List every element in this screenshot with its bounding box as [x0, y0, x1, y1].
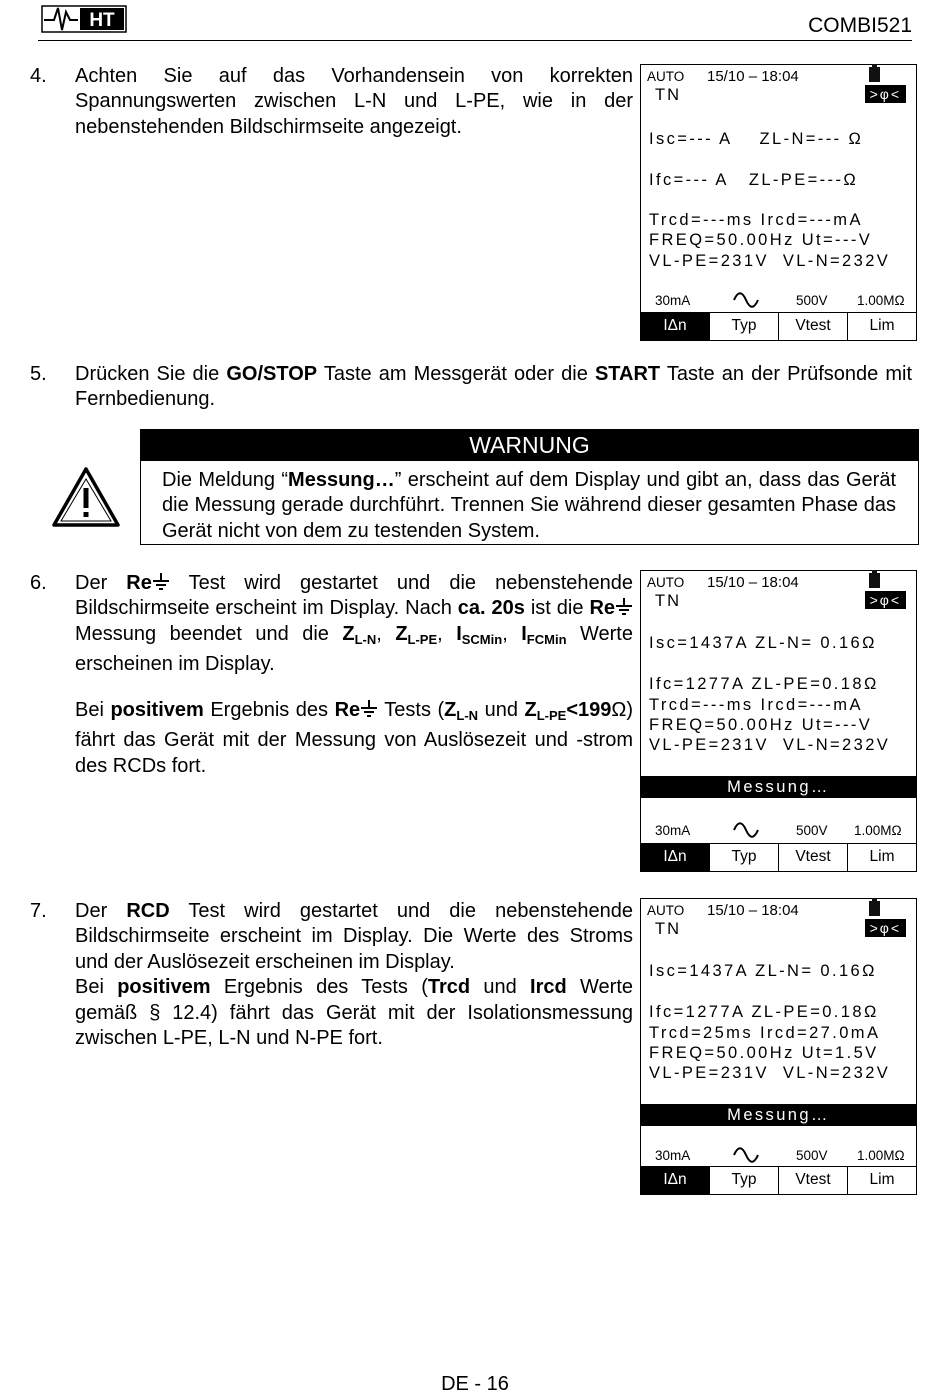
phase-indicator: >φ< — [865, 919, 906, 937]
softkey-vtest[interactable]: Vtest — [778, 313, 847, 340]
idn-value: 30mA — [655, 1148, 691, 1163]
softkey-typ[interactable]: Typ — [709, 844, 778, 871]
idn-value: 30mA — [655, 823, 691, 838]
battery-icon — [869, 67, 880, 82]
vtest-value: 500V — [796, 293, 828, 308]
header-rule — [38, 40, 912, 41]
step-6-text-1: Der Re Test wird gestartet und die nebenstehende Bildschirmseite erscheint im Display. Nach ca. 20s ist die Re Messung beendet und die $Z_{L-N}$, $Z_{L-PE}$, $I_{SCMin}$, $I_{FCMin}$ Werte erscheinen im Display. — [75, 572, 633, 676]
phase-indicator: >φ< — [865, 85, 906, 103]
phase-indicator: >φ< — [865, 591, 906, 609]
step-7-text: Der RCD Test wird gestartet und die nebenstehende Bildschirmseite erscheint im Display. Die Werte des Stroms und der Auslösezeit erscheinen im Display. Bei positivem Ergebnis des Tests (Trcd und Ircd Werte gemäß § 12.4) fährt das Gerät mit der Isolationsmessung zwischen L-PE, L-N und N-PE fort. — [75, 900, 633, 1050]
softkey-lim[interactable]: Lim — [847, 313, 916, 340]
ac-wave-icon — [732, 291, 760, 309]
reading-line: Trcd=25ms Ircd=27.0mA — [649, 1024, 881, 1042]
step-5-text: Drücken Sie die GO/STOP Taste am Messgerät oder die START Taste an der Prüfsonde mit Fernbedienung. — [75, 363, 913, 411]
reading-line: Ifc=--- A ZL-PE=---Ω — [649, 171, 859, 189]
earth-icon — [615, 597, 633, 617]
softkey-typ[interactable]: Typ — [709, 1167, 778, 1194]
lim-value: 1.00MΩ — [857, 1148, 905, 1163]
lim-value: 1.00MΩ — [857, 293, 905, 308]
vtest-value: 500V — [796, 823, 828, 838]
reading-line: Trcd=---ms Ircd=---mA — [649, 211, 863, 229]
softkey-bar — [641, 843, 916, 871]
step-number: 5. — [30, 363, 47, 385]
earth-icon — [152, 572, 170, 592]
svg-text:HT: HT — [89, 10, 115, 31]
softkey-bar — [641, 312, 916, 340]
reading-line: VL-PE=231V VL-N=232V — [649, 252, 891, 270]
reading-line: FREQ=50.00Hz Ut=---V — [649, 716, 873, 734]
softkey-lim[interactable]: Lim — [847, 1167, 916, 1194]
softkey-lim[interactable]: Lim — [847, 844, 916, 871]
reading-line: Ifc=1277A ZL-PE=0.18Ω — [649, 1003, 879, 1021]
earth-icon — [360, 699, 378, 719]
instrument-screen-3 — [640, 898, 917, 1195]
battery-icon — [869, 901, 880, 916]
datetime: 15/10 – 18:04 — [707, 68, 799, 85]
battery-icon — [869, 573, 880, 588]
reading-line: Trcd=---ms Ircd=---mA — [649, 696, 863, 714]
reading-line: FREQ=50.00Hz Ut=1.5V — [649, 1044, 879, 1062]
auto-label: AUTO — [647, 575, 685, 590]
lim-value: 1.00MΩ — [854, 823, 902, 838]
softkey-idn[interactable]: IΔn — [641, 1167, 709, 1194]
reading-line: Isc=--- A ZL-N=--- Ω — [649, 130, 864, 148]
page-number: DE - 16 — [441, 1373, 509, 1395]
step-number: 6. — [30, 572, 47, 594]
reading-line: VL-PE=231V VL-N=232V — [649, 736, 891, 754]
step-number: 4. — [30, 65, 47, 87]
softkey-idn[interactable]: IΔn — [641, 844, 709, 871]
reading-line: VL-PE=231V VL-N=232V — [649, 1064, 891, 1082]
param-row — [641, 823, 916, 841]
auto-label: AUTO — [647, 903, 685, 918]
system-label: TN — [655, 920, 681, 938]
param-row — [641, 1148, 916, 1166]
reading-line: Isc=1437A ZL-N= 0.16Ω — [649, 962, 877, 980]
softkey-vtest[interactable]: Vtest — [778, 1167, 847, 1194]
softkey-typ[interactable]: Typ — [709, 313, 778, 340]
datetime: 15/10 – 18:04 — [707, 902, 799, 919]
system-label: TN — [655, 592, 681, 610]
system-label: TN — [655, 86, 681, 104]
idn-value: 30mA — [655, 293, 691, 308]
instrument-screen-2 — [640, 570, 917, 872]
measuring-message: Messung… — [641, 1104, 916, 1126]
reading-line: FREQ=50.00Hz Ut=---V — [649, 231, 873, 249]
ac-wave-icon — [732, 1146, 760, 1164]
warning-title: WARNUNG — [140, 429, 919, 461]
datetime: 15/10 – 18:04 — [707, 574, 799, 591]
warning-triangle-icon — [52, 466, 120, 528]
instrument-screen-1 — [640, 64, 917, 341]
warning-text: Die Meldung “Messung…” erscheint auf dem Display und gibt an, dass das Gerät die Messung gerade durchführt. Trennen Sie während dieser gesamten Phase das Gerät nicht von dem zu testenden System. — [162, 469, 896, 542]
softkey-bar — [641, 1166, 916, 1194]
ht-logo — [40, 2, 130, 34]
step-number: 7. — [30, 900, 47, 922]
softkey-vtest[interactable]: Vtest — [778, 844, 847, 871]
vtest-value: 500V — [796, 1148, 828, 1163]
measuring-message: Messung… — [641, 776, 916, 798]
reading-line: Ifc=1277A ZL-PE=0.18Ω — [649, 675, 879, 693]
step-6-text-2: Bei positivem Ergebnis des Re Tests ($Z_{L-N}$ und $Z_{L-PE}<199\Omega$) fährt das Gerät mit der Messung von Auslösezeit und -strom des RCDs fort. — [75, 699, 634, 777]
reading-line: Isc=1437A ZL-N= 0.16Ω — [649, 634, 877, 652]
model-name: COMBI521 — [808, 14, 912, 37]
softkey-idn[interactable]: IΔn — [641, 313, 709, 340]
ac-wave-icon — [732, 821, 760, 839]
step-4-text: Achten Sie auf das Vorhandensein von korrekten Spannungswerten zwischen L-N und L-PE, wie in der nebenstehenden Bildschirmseite angezeigt. — [75, 65, 633, 138]
param-row — [641, 293, 916, 311]
auto-label: AUTO — [647, 69, 685, 84]
